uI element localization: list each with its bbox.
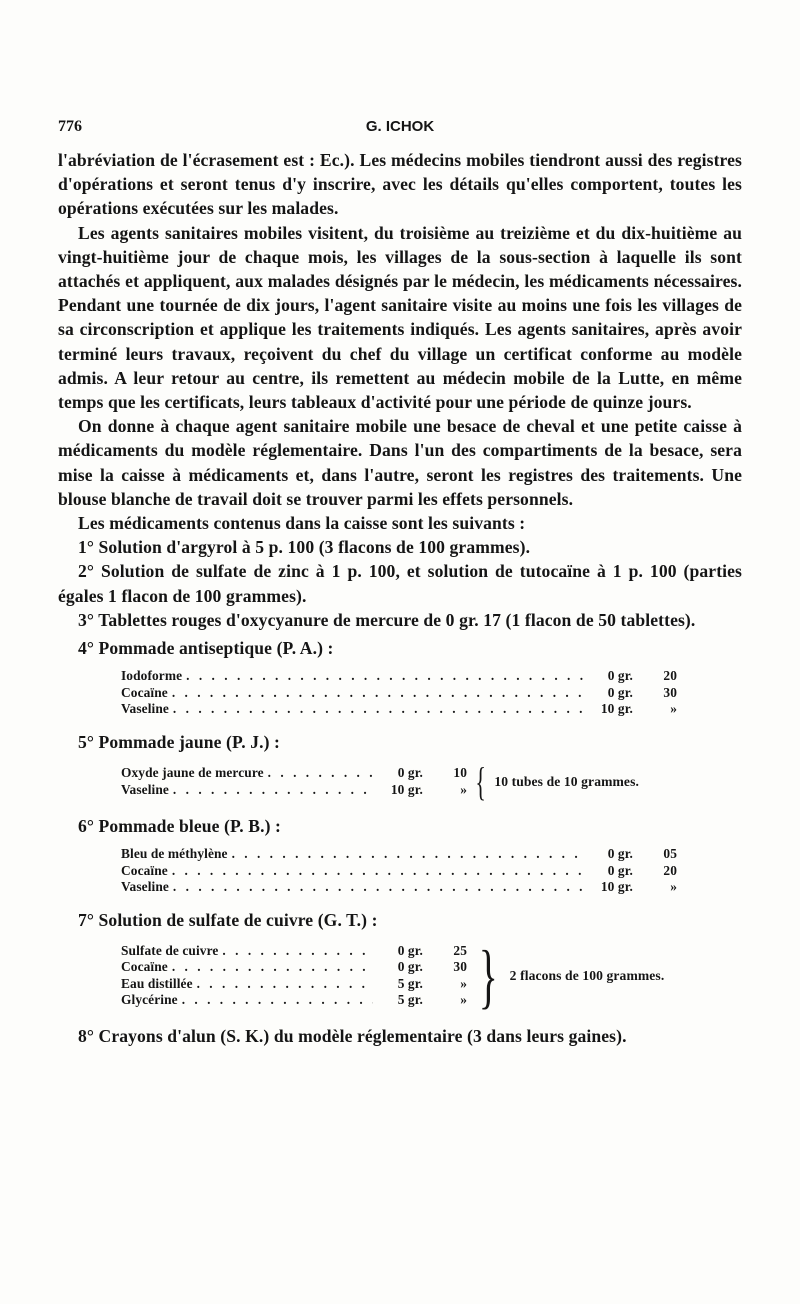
ingredient-row: Vaseline . . . 10 gr. » xyxy=(121,879,677,896)
ingredient-row: Cocaïne . . . 0 gr. 30 xyxy=(121,959,467,976)
item-heading: 6° Pommade bleue (P. B.) : xyxy=(78,815,281,836)
paragraph: l'abréviation de l'écrasement est : Ec.). Les médecins mobiles tiendront aussi des registres d'opérations et seront tenus d'y inscrire, avec les détails qu'elles comportent, toutes les opérations exécutées sur les malades. xyxy=(58,150,742,219)
ingredient-row: Cocaïne . . . 0 gr. 30 xyxy=(121,685,677,702)
paragraph: Les médicaments contenus dans la caisse sont les suivants : xyxy=(78,513,526,534)
list-item: 3° Tablettes rouges d'oxycyanure de mercure de 0 gr. 17 (1 flacon de 50 tablettes). xyxy=(78,609,696,630)
running-header xyxy=(58,118,742,148)
page-number: 776 xyxy=(58,118,82,135)
item-heading: 5° Pommade jaune (P. J.) : xyxy=(78,731,281,752)
item-heading: 7° Solution de sulfate de cuivre (G. T.) : xyxy=(78,909,378,930)
ingredient-row: Oxyde jaune de mercure . . . 0 gr. 10 xyxy=(121,765,467,782)
brace: } xyxy=(478,935,498,1016)
list-item: 1° Solution d'argyrol à 5 p. 100 (3 flacons de 100 grammes). xyxy=(78,537,531,558)
paragraph: Les agents sanitaires mobiles visitent, du troisième au treizième et du dix-huitième au vingt-huitième jour de chaque mois, les villages de la sous-section à laquelle ils sont attachés et appliquent, aux malades désignés par le médecin, les médicaments nécessaires. Pendant une tournée de dix jours, l'agent sanitaire visite au moins une fois les villages de sa circonscription et applique les traitements indiqués. Les agents sanitaires, après avoir terminé leurs travaux, reçoivent du chef du village un certificat conforme au modèle admis. A leur retour au centre, ils remettent au médecin mobile de la Lutte, en même temps que les certificats, leurs tableaux d'activité pour une période de quinze jours. xyxy=(58,222,742,413)
ingredient-row: Bleu de méthylène . . . 0 gr. 05 xyxy=(121,846,677,863)
ingredient-table xyxy=(121,668,742,718)
ingredient-row: Vaseline . . . 10 gr. » xyxy=(121,782,467,799)
ingredient-table xyxy=(121,758,742,804)
ingredient-row: Cocaïne . . . 0 gr. 20 xyxy=(121,863,677,880)
list-item: 2° Solution de sulfate de zinc à 1 p. 100, et solution de tutocaïne à 1 p. 100 (parties égales 1 flacon de 100 grammes). xyxy=(58,561,742,606)
quantity-note: 10 tubes de 10 grammes. xyxy=(494,773,639,789)
item-heading: 8° Crayons d'alun (S. K.) du modèle réglementaire (3 dans leurs gaines). xyxy=(78,1025,627,1046)
ingredient-table xyxy=(121,935,742,1016)
quantity-note: 2 flacons de 100 grammes. xyxy=(509,967,665,983)
brace: { xyxy=(475,758,486,804)
ingredient-row: Sulfate de cuivre . . . 0 gr. 25 xyxy=(121,943,467,960)
ingredient-row: Iodoforme . . . 0 gr. 20 xyxy=(121,668,677,685)
body-text xyxy=(58,148,742,1048)
ingredient-table xyxy=(121,846,742,896)
ingredient-row: Glycérine . . . 5 gr. » xyxy=(121,992,467,1009)
document-page xyxy=(58,118,742,1048)
running-head: G. ICHOK xyxy=(365,118,435,135)
ingredient-row: Eau distillée . . . 5 gr. » xyxy=(121,976,467,993)
ingredient-row: Vaseline . . . 10 gr. » xyxy=(121,701,677,718)
item-heading: 4° Pommade antiseptique (P. A.) : xyxy=(78,638,334,659)
paragraph: On donne à chaque agent sanitaire mobile une besace de cheval et une petite caisse à médicaments du modèle réglementaire. Dans l'un des compartiments de la besace, sera mise la caisse à médicaments et, dans l'autre, seront les registres des traitements. Une blouse blanche de travail doit se trouver parmi les effets personnels. xyxy=(58,416,742,509)
